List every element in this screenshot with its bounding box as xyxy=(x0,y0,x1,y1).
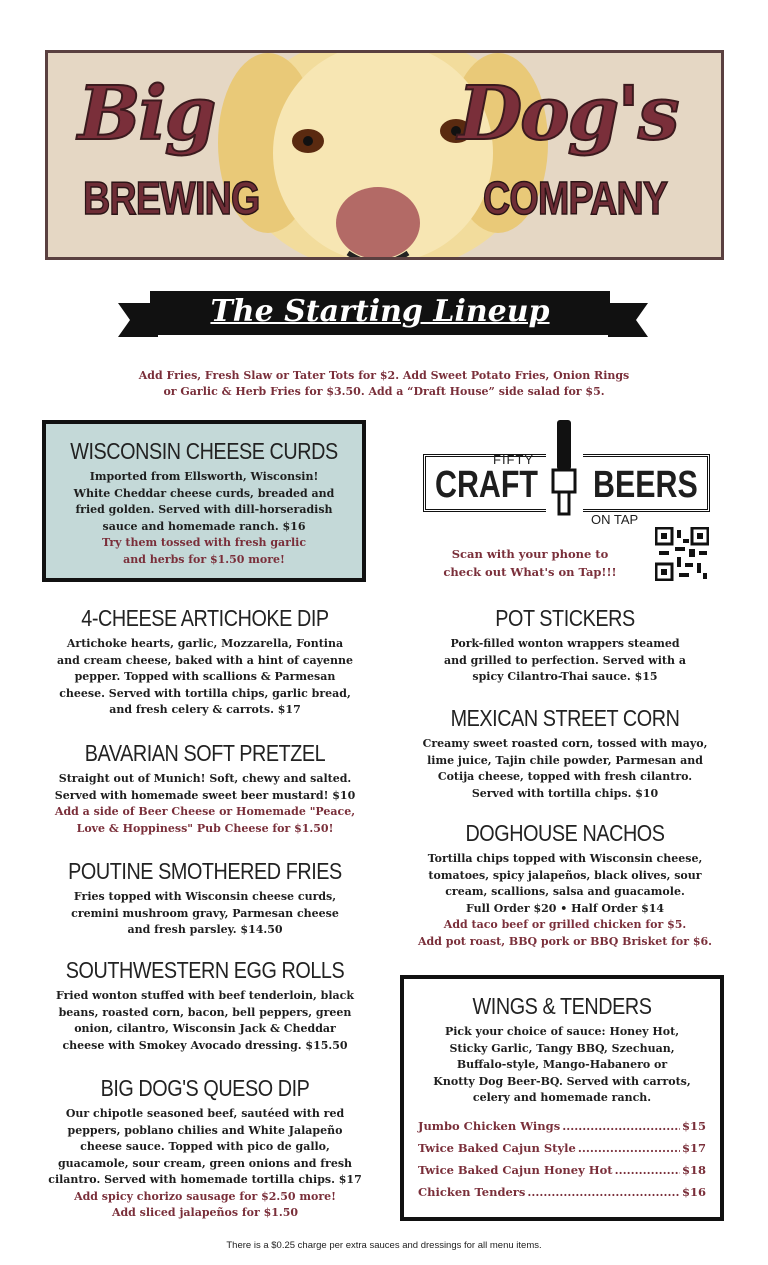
item-desc: Pork-filled wonton wrappers steamed and grilled to perfection. Served with a spicy Cilantro-Thai sauce. $15 xyxy=(444,637,686,683)
sides-note xyxy=(0,368,768,400)
item-desc: Fries topped with Wisconsin cheese curds, cremini mushroom gravy, Parmesan cheese and fresh parsley. $14.50 xyxy=(71,890,339,936)
price-list xyxy=(404,1115,720,1203)
footer-note: There is a $0.25 charge per extra sauces and dressings for all menu items. xyxy=(226,1240,542,1251)
item-title: SOUTHWESTERN EGG ROLLS xyxy=(65,957,345,983)
menu-item-nachos xyxy=(400,820,730,950)
menu-item-street-corn xyxy=(400,705,730,802)
menu-item-soft-pretzel xyxy=(25,740,385,837)
brand-logo xyxy=(45,50,724,260)
price-row: Chicken Tenders ..... $16 xyxy=(404,1181,720,1203)
item-addon: Add taco beef or grilled chicken for $5. Add pot roast, BBQ pork or BBQ Brisket for $6. xyxy=(418,918,712,948)
logo-big: Big xyxy=(78,71,215,157)
item-desc: Artichoke hearts, garlic, Mozzarella, Fontina and cream cheese, baked with a hint of cayenne pepper. Topped with scallions & Parmesan cheese. Served with tortilla chips, garlic bread, and fresh celery & carrots. $17 xyxy=(57,637,353,716)
logo-dogs: Dog's xyxy=(458,71,678,157)
item-addon: Add spicy chorizo sausage for $2.50 more! Add sliced jalapeños for $1.50 xyxy=(74,1189,336,1219)
qr-code-icon[interactable] xyxy=(655,527,709,581)
item-addon: Try them tossed with fresh garlic and herbs for $1.50 more! xyxy=(101,536,307,566)
item-title: DOGHOUSE NACHOS xyxy=(465,820,665,846)
item-desc: Tortilla chips topped with Wisconsin cheese, tomatoes, spicy jalapeños, black olives, sour cream, scallions, salsa and guacamole. Full Order $20 • Half Order $14 xyxy=(427,852,703,915)
beer-tap-icon xyxy=(545,420,585,530)
section-title: The Starting Lineup xyxy=(210,294,550,329)
item-desc: Straight out of Munich! Soft, chewy and salted. Served with homemade sweet beer mustard! $10 xyxy=(54,772,356,802)
item-title: MEXICAN STREET CORN xyxy=(450,705,680,731)
menu-item-poutine xyxy=(25,858,385,939)
item-desc: Pick your choice of sauce: Honey Hot, Sticky Garlic, Tangy BBQ, Szechuan, Buffalo-style, Mango-Habanero or Knotty Dog Beer-BQ. Served with carrots, celery and homemade ranch. xyxy=(433,1025,691,1104)
price-row: Twice Baked Cajun Style ..... $17 xyxy=(404,1137,720,1159)
menu-item-queso-dip xyxy=(25,1075,385,1222)
menu-item-egg-rolls xyxy=(25,957,385,1054)
item-desc: Fried wonton stuffed with beef tenderloin, black beans, roasted corn, bacon, bell peppers, green onion, cilantro, Wisconsin Jack & Cheddar cheese with Smokey Avocado dressing. $15.50 xyxy=(55,989,354,1052)
craft-beers-logo xyxy=(423,432,709,527)
menu-item-artichoke-dip xyxy=(25,605,385,719)
item-title: BAVARIAN SOFT PRETZEL xyxy=(84,740,326,766)
sides-note-line: Add Fries, Fresh Slaw or Tater Tots for $2. Add Sweet Potato Fries, Onion Rings xyxy=(138,369,630,382)
scan-instructions: Scan with your phone to check out What's on Tap!!! xyxy=(443,547,617,579)
item-desc: Our chipotle seasoned beef, sautéed with red peppers, poblano chilies and White Jalapeño cheese sauce. Topped with pico de gallo, guacamole, sour cream, green onions and fresh cilantro. Served with homemade tortilla chips. $17 xyxy=(48,1107,362,1186)
section-banner xyxy=(150,291,610,335)
logo-company: COMPANY xyxy=(483,172,668,224)
item-desc: Imported from Ellsworth, Wisconsin! White Cheddar cheese curds, breaded and fried golden. Served with dill-horseradish sauce and homemade ranch. $16 xyxy=(73,470,335,533)
menu-item-pot-stickers xyxy=(400,605,730,686)
item-title: POUTINE SMOTHERED FRIES xyxy=(68,858,342,884)
sides-note-line: or Garlic & Herb Fries for $3.50. Add a “Draft House” side salad for $5. xyxy=(163,385,605,398)
price-row: Jumbo Chicken Wings ..... $15 xyxy=(404,1115,720,1137)
logo-craft: CRAFT xyxy=(435,464,539,506)
item-title: BIG DOG'S QUESO DIP xyxy=(100,1075,310,1101)
item-desc: Creamy sweet roasted corn, tossed with mayo, lime juice, Tajin chile powder, Parmesan and Cotija cheese, topped with fresh cilantro. Served with tortilla chips. $10 xyxy=(422,737,708,800)
item-title: 4-CHEESE ARTICHOKE DIP xyxy=(81,605,329,631)
item-title: WISCONSIN CHEESE CURDS xyxy=(70,438,338,464)
item-addon: Add a side of Beer Cheese or Homemade "Peace, Love & Hoppiness" Pub Cheese for $1.50! xyxy=(54,805,356,835)
menu-item-wings-tenders xyxy=(400,975,724,1221)
logo-beers: BEERS xyxy=(593,464,698,506)
price-row: Twice Baked Cajun Honey Hot ..... $18 xyxy=(404,1159,720,1181)
menu-item-cheese-curds xyxy=(42,420,366,582)
banner-tail-right xyxy=(608,303,648,337)
logo-on-tap: ON TAP xyxy=(591,512,639,527)
logo-brewing: BREWING xyxy=(83,172,260,224)
item-title: WINGS & TENDERS xyxy=(472,993,652,1019)
logo-fifty: FIFTY xyxy=(493,452,535,467)
item-title: POT STICKERS xyxy=(495,605,635,631)
